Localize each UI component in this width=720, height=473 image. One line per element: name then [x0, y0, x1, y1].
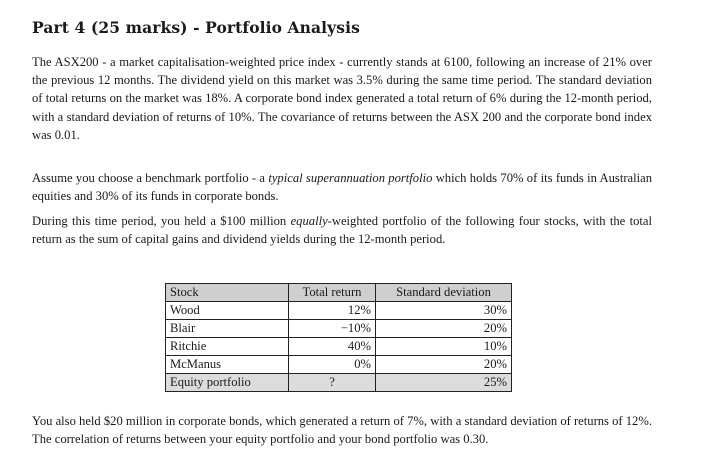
- header-standard-deviation: Standard deviation: [376, 284, 512, 302]
- holdings-text-start: During this time period, you held a $100 million: [32, 214, 291, 228]
- table-row: [166, 320, 512, 338]
- cell-stock: Ritchie: [166, 338, 289, 356]
- cell-stock: McManus: [166, 356, 289, 374]
- table-row-equity-portfolio: [166, 374, 512, 392]
- cell-standard-deviation: 20%: [376, 320, 512, 338]
- header-stock: Stock: [166, 284, 289, 302]
- bond-holdings-paragraph: You also held $20 million in corporate bonds, which generated a return of 7%, with a standard deviation of returns of 12%. The correlation of returns between your equity portfolio and your bond portfolio was 0.30.: [32, 414, 652, 447]
- cell-standard-deviation: 10%: [376, 338, 512, 356]
- header-total-return: Total return: [289, 284, 376, 302]
- table-row: [166, 302, 512, 320]
- benchmark-paragraph: [32, 169, 652, 205]
- holdings-text-end: -weighted portfolio of the following four stocks, with the total return as the sum of capital gains and dividend yields during the 12-month period.: [32, 214, 652, 247]
- cell-stock: Equity portfolio: [166, 374, 289, 392]
- table-header-row: [166, 284, 512, 302]
- cell-total-return: 0%: [289, 356, 376, 374]
- table-row: [166, 356, 512, 374]
- section-heading: Part 4 (25 marks) - Portfolio Analysis: [32, 18, 360, 37]
- cell-total-return: ?: [289, 374, 376, 392]
- holdings-emphasis: equally: [290, 214, 328, 228]
- cell-stock: Blair: [166, 320, 289, 338]
- holdings-paragraph: [32, 212, 652, 248]
- cell-total-return: 12%: [289, 302, 376, 320]
- cell-standard-deviation: 25%: [376, 374, 512, 392]
- benchmark-text-start: Assume you choose a benchmark portfolio - a: [32, 171, 269, 185]
- market-description-paragraph: The ASX200 - a market capitalisation-weighted price index - currently stands at 6100, following an increase of 21% over the previous 12 months. The dividend yield on this market was 3.5% during the same time period. The standard deviation of total returns on the market was 18%. A corporate bond index generated a total return of 6% during the 12-month period, with a standard deviation of returns of 10%. The covariance of returns between the ASX 200 and the corporate bond index was 0.01.: [32, 55, 652, 142]
- table-row: [166, 338, 512, 356]
- cell-stock: Wood: [166, 302, 289, 320]
- cell-standard-deviation: 20%: [376, 356, 512, 374]
- benchmark-text-end: which holds 70% of its funds in Australian equities and 30% of its funds in corporate bonds.: [32, 171, 652, 204]
- benchmark-emphasis: typical superannuation portfolio: [268, 171, 433, 185]
- stock-table: [165, 283, 512, 392]
- cell-total-return: −10%: [289, 320, 376, 338]
- cell-standard-deviation: 30%: [376, 302, 512, 320]
- cell-total-return: 40%: [289, 338, 376, 356]
